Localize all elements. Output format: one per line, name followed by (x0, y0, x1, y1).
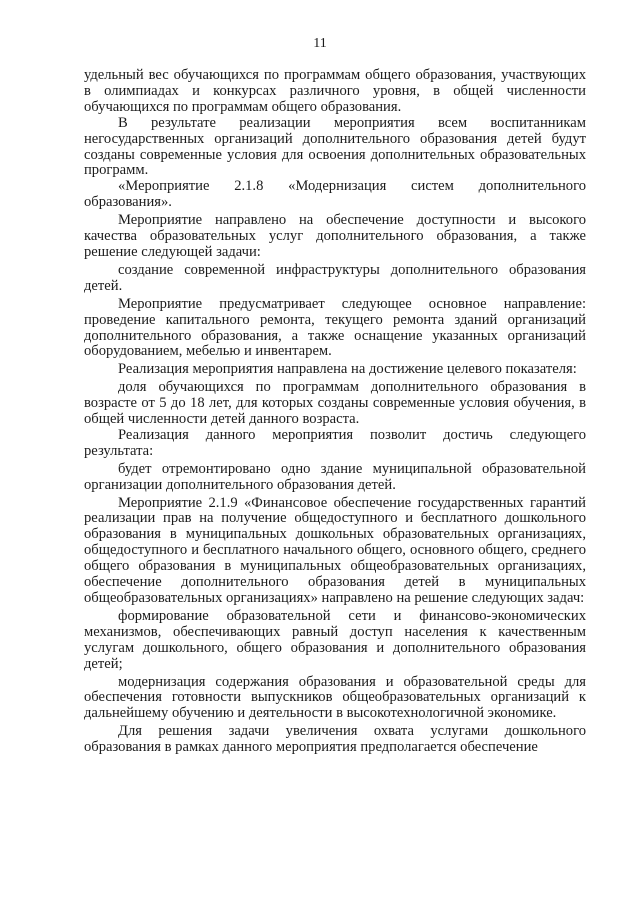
paragraph: Мероприятие 2.1.9 «Финансовое обеспечение государственных гарантий реализации прав на получение общедоступного и бесплатного дошкольного образования в муниципальных дошкольных образовательных организациях, общедоступного и бесплатного начального общего, основного общего, среднего общего образования в муниципальных общеобразовательных организациях, обеспечение дополнительного образования детей в муниципальных общеобразовательных организациях» направлено на решение следующих задач: (84, 494, 586, 606)
body-text (84, 68, 586, 756)
page-number: 11 (313, 36, 327, 51)
paragraph: В результате реализации мероприятия всем воспитанникам негосударственных организаций дополнительного образования детей будут созданы современные условия для освоения дополнительных образовательных программ. (84, 114, 586, 179)
paragraph: Реализация данного мероприятия позволит достичь следующего результата: (84, 426, 586, 459)
paragraph: создание современной инфраструктуры дополнительного образования детей. (84, 261, 586, 294)
paragraph: доля обучающихся по программам дополнительного образования в возрасте от 5 до 18 лет, для которых созданы современные условия обучения, в общей численности детей данного возраста. (84, 379, 586, 428)
paragraph: Мероприятие предусматривает следующее основное направление: проведение капитального ремонта, текущего ремонта зданий организаций дополнительного образования, а также оснащение указанных организаций оборудованием, мебелью и инвентарем. (84, 295, 586, 360)
paragraph: Для решения задачи увеличения охвата услугами дошкольного образования в рамках данного мероприятия предполагается обеспечение (84, 723, 586, 756)
paragraph: удельный вес обучающихся по программам общего образования, участвующих в олимпиадах и конкурсах различного уровня, в общей численности обучающихся по программам общего образования. (84, 67, 586, 115)
paragraph: Мероприятие направлено на обеспечение доступности и высокого качества образовательных услуг дополнительного образования, а также решение следующей задачи: (84, 212, 586, 260)
paragraph: Реализация мероприятия направлена на достижение целевого показателя: (118, 361, 577, 378)
paragraph: модернизация содержания образования и образовательной среды для обеспечения готовности выпускников общеобразовательных организаций к дальнейшему обучению и деятельности в высокотехнологичной экономике. (84, 673, 586, 722)
paragraph: формирование образовательной сети и финансово-экономических механизмов, обеспечивающих равный доступ населения к качественным услугам дошкольного, общего образования и дополнительного образования детей; (84, 607, 586, 672)
paragraph: «Мероприятие 2.1.8 «Модернизация систем дополнительного образования». (84, 178, 586, 211)
paragraph: будет отремонтировано одно здание муниципальной образовательной организации дополнительного образования детей. (84, 460, 586, 493)
